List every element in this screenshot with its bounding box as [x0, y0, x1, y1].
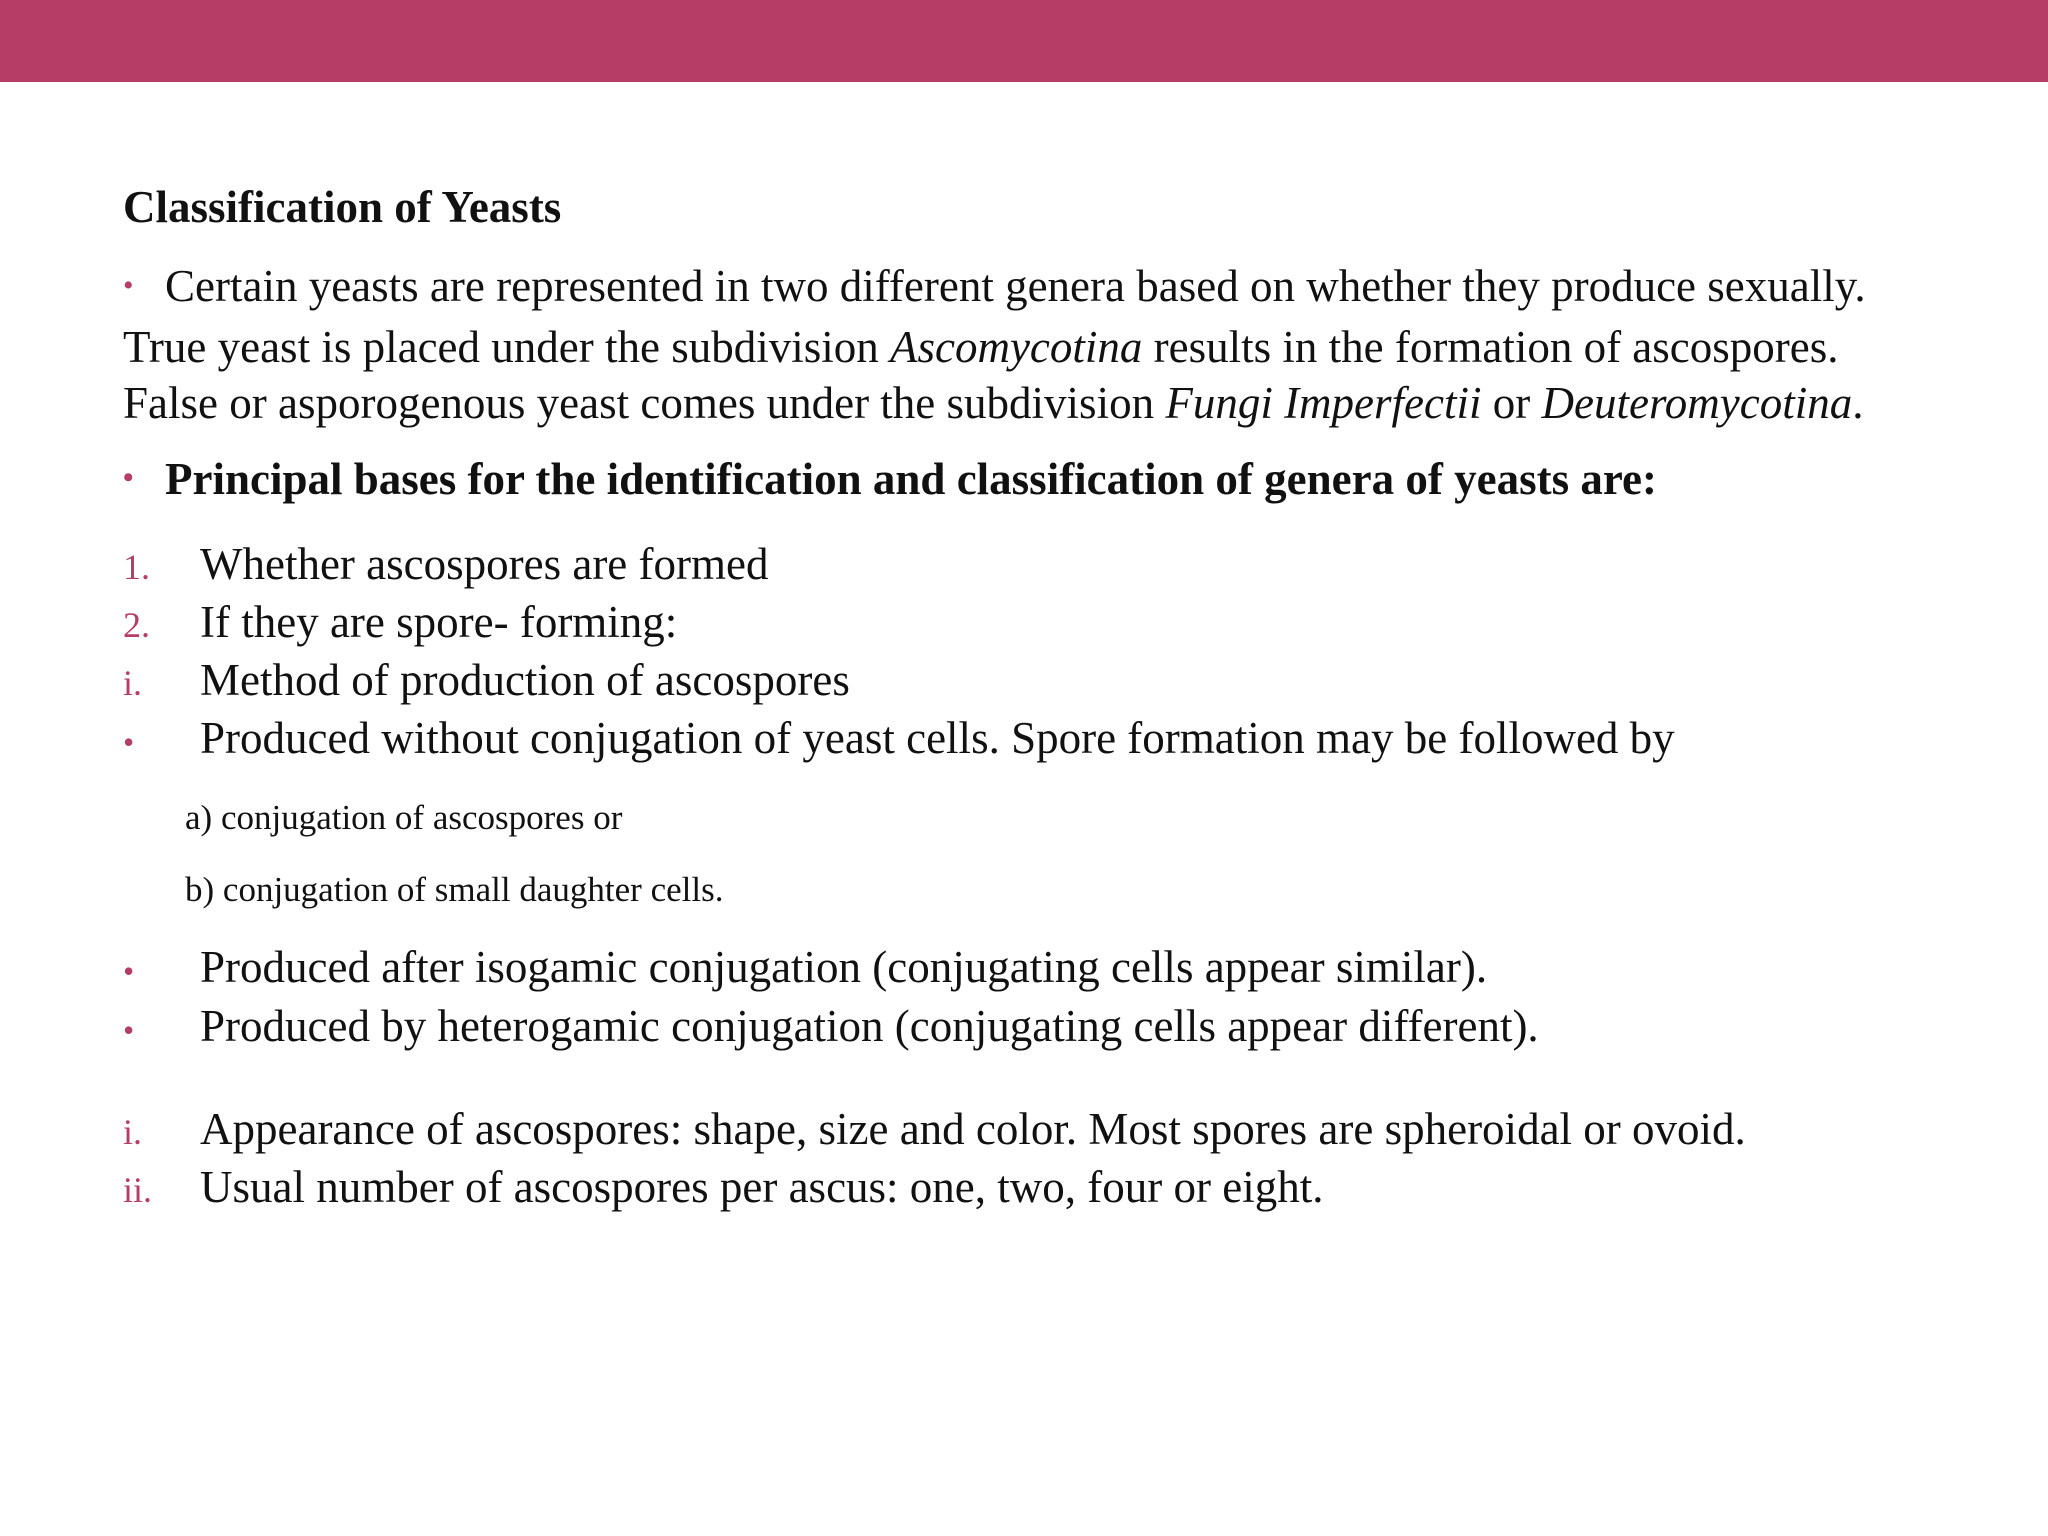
intro-italic-deuteromycotina: Deuteromycotina: [1541, 377, 1853, 428]
header-accent-bar: [0, 0, 2048, 82]
principal-bullet: •: [123, 461, 134, 495]
list-item: [123, 1102, 1933, 1160]
intro-bullet: •: [123, 268, 134, 302]
intro-italic-fungi-imperfectii: Fungi Imperfectii: [1165, 377, 1482, 428]
intro-text-2: results in the formation of ascospores. False or asporogenous yeast comes under the subdivision: [123, 321, 1839, 428]
list-item: [123, 711, 1933, 770]
principal-text: Principal bases for the identification and classification of genera of yeasts are:: [165, 453, 1657, 504]
list-item-text: If they are spore- forming:: [200, 597, 678, 648]
principal-bases-heading: [123, 451, 1933, 512]
list-item-text: Produced by heterogamic conjugation (conjugating cells appear different).: [200, 1001, 1539, 1052]
intro-text-4: .: [1852, 377, 1864, 428]
slide-content: [123, 178, 1933, 1218]
list-item: [123, 1160, 1933, 1218]
list-item: [123, 537, 1933, 595]
list-item: [123, 999, 1933, 1058]
list-marker: 2.: [123, 605, 150, 646]
list-bullet: •: [123, 953, 135, 990]
intro-text-1: Certain yeasts are represented in two different genera based on whether they produce sexually. True yeast is placed under the subdivision: [123, 261, 1866, 372]
list-bullet: •: [123, 724, 135, 761]
sub-item-b: b) conjugation of small daughter cells.: [185, 870, 724, 910]
intro-paragraph: [123, 258, 1933, 431]
list-item-text: Produced without conjugation of yeast cells. Spore formation may be followed by: [200, 713, 1675, 764]
slide-title: Classification of Yeasts: [123, 182, 562, 232]
intro-text-3: or: [1481, 377, 1542, 428]
list-marker: i.: [123, 663, 143, 704]
list-item-text: Produced after isogamic conjugation (conjugating cells appear similar).: [200, 942, 1488, 993]
list-bullet: •: [123, 1012, 135, 1049]
list-item-text: Usual number of ascospores per ascus: one, two, four or eight.: [200, 1162, 1324, 1213]
list-marker: ii.: [123, 1170, 153, 1211]
spacer: [123, 1058, 1933, 1102]
list-item-text: Whether ascospores are formed: [200, 539, 769, 590]
list-marker: i.: [123, 1112, 143, 1153]
list-item: [123, 595, 1933, 653]
list-marker: 1.: [123, 547, 150, 588]
sub-item-a: a) conjugation of ascospores or: [185, 798, 623, 838]
list-item-text: Method of production of ascospores: [200, 655, 850, 706]
list-item: [123, 653, 1933, 711]
list-item: [123, 940, 1933, 999]
intro-italic-ascomycotina: Ascomycotina: [889, 321, 1143, 372]
list-item-text: Appearance of ascospores: shape, size and color. Most spores are spheroidal or ovoid.: [200, 1104, 1746, 1155]
